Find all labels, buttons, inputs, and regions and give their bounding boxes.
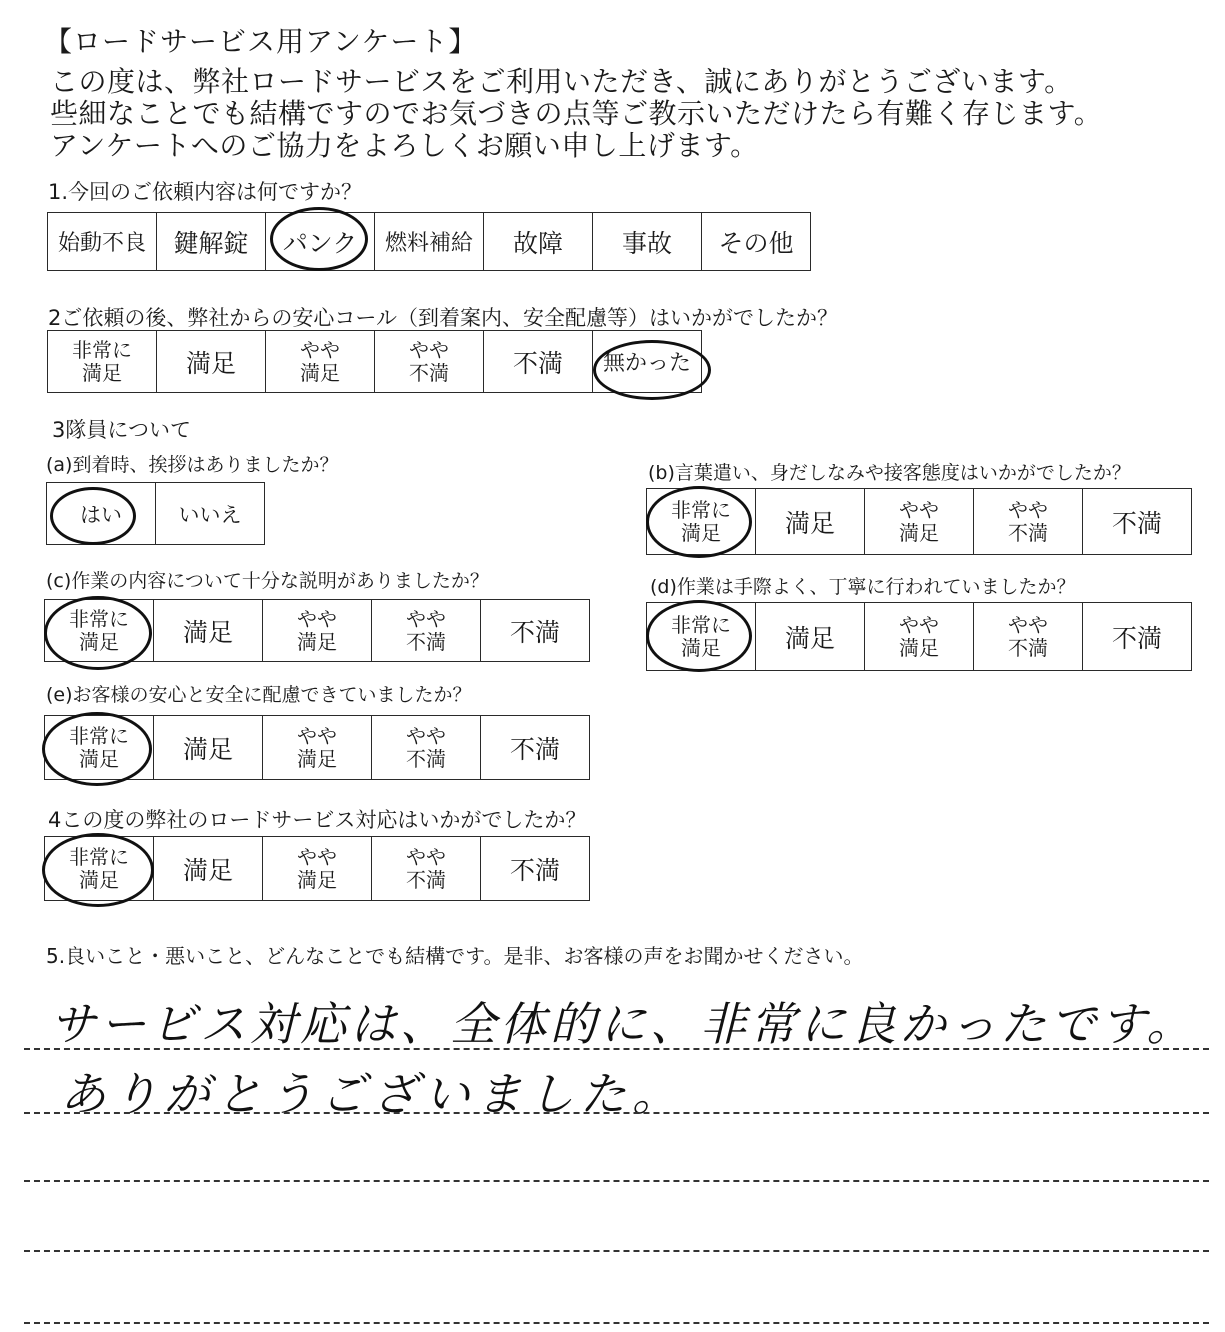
q4-question: 4この度の弊社のロードサービス対応はいかがでしたか？ — [48, 808, 587, 832]
answer-line — [24, 1112, 1209, 1114]
q3c-option[interactable]: 満足 — [154, 600, 263, 662]
q3c-options — [44, 599, 590, 662]
q3-heading: 3隊員について — [52, 418, 191, 442]
q3b-question: (b)言葉遣い、身だしなみや接客態度はいかがでしたか？ — [648, 462, 1131, 484]
q3d-question: (d)作業は手際よく、丁寧に行われていましたか？ — [650, 576, 1076, 598]
answer-line — [24, 1180, 1209, 1182]
q3d-options — [646, 602, 1192, 671]
q3e-option[interactable]: やや 満足 — [263, 716, 372, 780]
q3d-option[interactable]: 不満 — [1083, 603, 1192, 671]
q1-option[interactable]: 始動不良 — [48, 213, 157, 271]
intro-line-2: 些細なことでも結構ですのでお気づきの点等ご教示いただけたら有難く存じます。 — [50, 97, 1103, 130]
q3e-question: (e)お客様の安心と安全に配慮できていましたか？ — [46, 684, 472, 706]
q5-question: 5.良いこと・悪いこと、どんなことでも結構です。是非、お客様の声をお聞かせください。 — [46, 944, 864, 968]
answer-line — [24, 1322, 1209, 1324]
q4-options — [44, 836, 590, 901]
q1-option-selected[interactable]: パンク — [266, 213, 375, 271]
q3c-question: (c)作業の内容について十分な説明がありましたか？ — [46, 570, 489, 592]
q3b-option[interactable]: やや 満足 — [865, 489, 974, 555]
q1-option[interactable]: 事故 — [593, 213, 702, 271]
q3b-option-selected[interactable]: 非常に 満足 — [647, 489, 756, 555]
q2-question: 2ご依頼の後、弊社からの安心コール（到着案内、安全配慮等）はいかがでしたか？ — [48, 306, 838, 330]
q3e-option[interactable]: 満足 — [154, 716, 263, 780]
q3c-option[interactable]: やや 満足 — [263, 600, 372, 662]
q3a-options — [46, 482, 265, 545]
q1-options — [47, 212, 811, 271]
q1-option[interactable]: 燃料補給 — [375, 213, 484, 271]
q2-option[interactable]: 非常に 満足 — [48, 331, 157, 393]
q3d-option-selected[interactable]: 非常に 満足 — [647, 603, 756, 671]
q3e-option[interactable]: やや 不満 — [372, 716, 481, 780]
answer-line — [24, 1048, 1209, 1050]
survey-title: 【ロードサービス用アンケート】 — [44, 25, 478, 58]
q4-option[interactable]: 不満 — [481, 837, 590, 901]
q1-option[interactable]: 故障 — [484, 213, 593, 271]
q2-option[interactable]: 満足 — [157, 331, 266, 393]
q3d-option[interactable]: 満足 — [756, 603, 865, 671]
q2-options — [47, 330, 702, 393]
q4-option[interactable]: やや 満足 — [263, 837, 372, 901]
q3c-option[interactable]: やや 不満 — [372, 600, 481, 662]
q3b-option[interactable]: 不満 — [1083, 489, 1192, 555]
q1-question: 1.今回のご依頼内容は何ですか？ — [48, 180, 363, 204]
q2-option[interactable]: やや 不満 — [375, 331, 484, 393]
q1-option[interactable]: その他 — [702, 213, 811, 271]
intro-line-1: この度は、弊社ロードサービスをご利用いただき、誠にありがとうございます。 — [50, 65, 1073, 98]
q3a-option[interactable]: いいえ — [156, 483, 265, 545]
q4-option[interactable]: やや 不満 — [372, 837, 481, 901]
q3b-option[interactable]: 満足 — [756, 489, 865, 555]
q3c-option[interactable]: 不満 — [481, 600, 590, 662]
q2-option-selected[interactable]: 無かった — [593, 331, 702, 393]
q3b-options — [646, 488, 1192, 555]
q2-option[interactable]: やや 満足 — [266, 331, 375, 393]
q3c-option-selected[interactable]: 非常に 満足 — [45, 600, 154, 662]
q1-option[interactable]: 鍵解錠 — [157, 213, 266, 271]
handwritten-answer-line-1: サービス対応は、全体的に、非常に良かったです。 — [50, 997, 1197, 1051]
answer-line — [24, 1250, 1209, 1252]
q4-option-selected[interactable]: 非常に 満足 — [45, 837, 154, 901]
intro-line-3: アンケートへのご協力をよろしくお願い申し上げます。 — [50, 129, 759, 162]
q2-option[interactable]: 不満 — [484, 331, 593, 393]
handwritten-answer-line-2: ありがとうございました。 — [60, 1067, 684, 1121]
q3e-option-selected[interactable]: 非常に 満足 — [45, 716, 154, 780]
q4-option[interactable]: 満足 — [154, 837, 263, 901]
q3e-option[interactable]: 不満 — [481, 716, 590, 780]
q3d-option[interactable]: やや 不満 — [974, 603, 1083, 671]
q3a-question: (a)到着時、挨拶はありましたか？ — [46, 454, 339, 476]
q3d-option[interactable]: やや 満足 — [865, 603, 974, 671]
q3a-option-selected[interactable]: はい — [47, 483, 156, 545]
q3b-option[interactable]: やや 不満 — [974, 489, 1083, 555]
q3e-options — [44, 715, 590, 780]
